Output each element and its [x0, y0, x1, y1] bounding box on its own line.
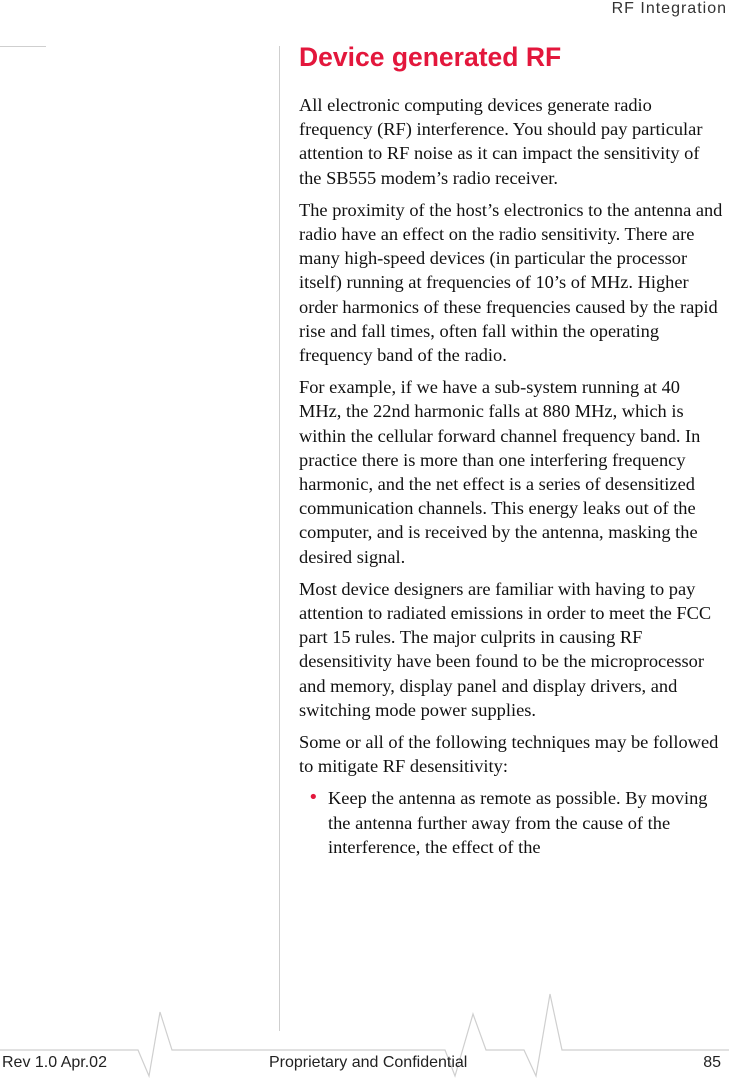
margin-rule	[279, 46, 280, 1031]
paragraph: Some or all of the following techniques may be followed to mitigate RF desensitivity:	[299, 732, 719, 777]
bullet-list	[299, 786, 725, 859]
section-title: Device generated RF	[299, 42, 562, 72]
paragraph: The proximity of the host’s electronics to the antenna and radio have an effect on the radio sensitivity. There are many high-speed devices (in particular the processor itself) running at frequencies of 10’s of MHz. Higher order harmonics of these frequencies caused by the rapid rise and fall times, often fall within the operating frequency band of the radio.	[299, 199, 723, 366]
paragraph: All electronic computing devices generate radio frequency (RF) interference. You should pay particular attention to RF noise as it can impact the sensitivity of the SB555 modem’s radio receiver.	[299, 95, 703, 188]
footer-revision: Rev 1.0 Apr.02	[2, 1054, 107, 1071]
footer-confidential: Proprietary and Confidential	[269, 1054, 468, 1071]
bullet-dot-icon: •	[308, 787, 319, 809]
list-item-text: Keep the antenna as remote as possible. By moving the antenna further away from the cause of the interference, the effect of the	[328, 788, 708, 857]
running-header: RF Integration	[611, 0, 727, 17]
header-rule	[0, 46, 46, 47]
paragraph: Most device designers are familiar with having to pay attention to radiated emissions in order to meet the FCC part 15 rules. The major culprits in causing RF desensitivity have been found to be the microprocessor and memory, display panel and display drivers, and switching mode power supplies.	[299, 578, 712, 720]
paragraph: For example, if we have a sub-system running at 40 MHz, the 22nd harmonic falls at 880 MHz, which is within the cellular forward channel frequency band. In practice there is more than one interfering frequency harmonic, and the net effect is a series of desensitized communication channels. This energy leaks out of the computer, and is received by the antenna, masking the desired signal.	[299, 377, 701, 567]
page-number: 85	[703, 1054, 721, 1071]
list-item	[299, 786, 725, 859]
main-content	[299, 40, 725, 859]
